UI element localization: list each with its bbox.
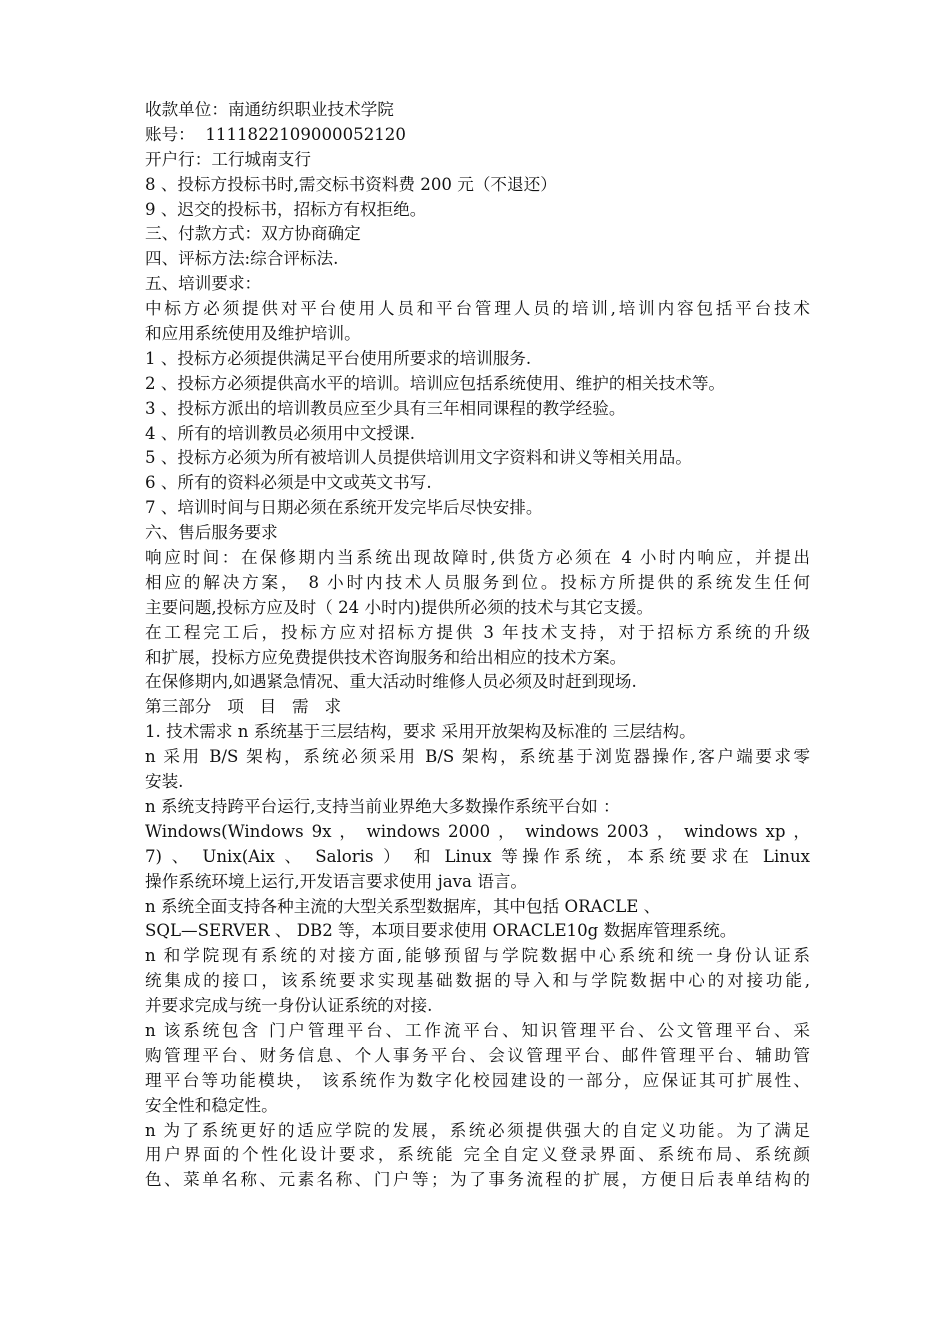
text-line: 理平台等功能模块， 该系统作为数字化校园建设的一部分，应保证其可扩展性、 <box>145 1070 810 1090</box>
text-line: 8 、投标方投标书时,需交标书资料费 200 元（不退还） <box>145 174 557 194</box>
text-line: 开户行：工行城南支行 <box>145 149 311 169</box>
text-line: n 采用 B/S 架构，系统必须采用 B/S 架构，系统基于浏览器操作,客户端要求零 <box>145 747 810 767</box>
text-line: 6 、所有的资料必须是中文或英文书写. <box>145 473 432 493</box>
text-line: 在保修期内,如遇紧急情况、重大活动时维修人员必须及时赶到现场. <box>145 672 637 692</box>
text-line: 7 、培训时间与日期必须在系统开发完毕后尽快安排。 <box>145 498 543 518</box>
text-line: 并要求完成与统一身份认证系统的对接. <box>145 996 433 1016</box>
text-line: 安装. <box>145 772 184 792</box>
text-line: 用户界面的个性化设计要求，系统能 完全自定义登录界面、系统布局、系统颜 <box>145 1145 810 1165</box>
text-line: 9 、迟交的投标书，招标方有权拒绝。 <box>145 199 427 219</box>
text-line: n 该系统包含 门户管理平台、工作流平台、知识管理平台、公文管理平台、采 <box>145 1020 810 1040</box>
text-line: SQL—SERVER 、 DB2 等，本项目要求使用 ORACLE10g 数据库管理系统。 <box>145 921 737 941</box>
text-line: 7) 、 Unix(Aix 、 Saloris ） 和 Linux 等操作系统，本系统要求在 Linux <box>145 846 810 866</box>
text-line: 响应时间：在保修期内当系统出现故障时,供货方必须在 4 小时内响应，并提出 <box>145 548 810 568</box>
text-line: n 系统支持跨平台运行,支持当前业界绝大多数操作系统平台如 ： <box>145 796 620 816</box>
text-line: 六、售后服务要求 <box>145 523 278 543</box>
text-line: n 系统全面支持各种主流的大型关系型数据库，其中包括 ORACLE 、 <box>145 896 661 916</box>
text-line: 购管理平台、财务信息、个人事务平台、会议管理平台、邮件管理平台、辅助管 <box>145 1045 810 1065</box>
text-line: Windows(Windows 9x ， windows 2000 ， windows 2003 ， windows xp ， <box>145 821 810 841</box>
text-line: 操作系统环境上运行,开发语言要求使用 java 语言。 <box>145 871 528 891</box>
text-line: 中标方必须提供对平台使用人员和平台管理人员的培训,培训内容包括平台技术 <box>145 299 810 319</box>
text-line: 和应用系统使用及维护培训。 <box>145 324 361 344</box>
text-line: 五、培训要求： <box>145 274 262 294</box>
text-line: 四、评标方法:综合评标法. <box>145 249 339 269</box>
document-page <box>145 98 810 1193</box>
text-line: 1. 技术需求 n 系统基于三层结构，要求 采用开放架构及标准的 三层结构。 <box>145 722 696 742</box>
text-line: 安全性和稳定性。 <box>145 1095 278 1115</box>
text-line: 三、付款方式：双方协商确定 <box>145 224 361 244</box>
text-line: 2 、投标方必须提供高水平的培训。培训应包括系统使用、维护的相关技术等。 <box>145 373 726 393</box>
text-line: n 和学院现有系统的对接方面,能够预留与学院数据中心系统和统一身份认证系 <box>145 946 810 966</box>
text-line: 3 、投标方派出的培训教员应至少具有三年相同课程的教学经验。 <box>145 398 626 418</box>
text-line: 收款单位：南通纺织职业技术学院 <box>145 100 394 119</box>
text-line: 在工程完工后，投标方应对招标方提供 3 年技术支持，对于招标方系统的升级 <box>145 622 810 642</box>
text-line: 主要问题,投标方应及时（ 24 小时内)提供所必须的技术与其它支援。 <box>145 597 654 617</box>
text-line: 4 、所有的培训教员必须用中文授课. <box>145 423 416 443</box>
text-line: 相应的解决方案， 8 小时内技术人员服务到位。投标方所提供的系统发生任何 <box>145 572 810 592</box>
text-line: 5 、投标方必须为所有被培训人员提供培训用文字资料和讲义等相关用品。 <box>145 448 692 468</box>
text-line: 1 、投标方必须提供满足平台使用所要求的培训服务. <box>145 348 532 368</box>
text-line: n 为了系统更好的适应学院的发展，系统必须提供强大的自定义功能。为了满足 <box>145 1120 810 1140</box>
text-line: 和扩展，投标方应免费提供技术咨询服务和给出相应的技术方案。 <box>145 647 627 667</box>
text-line: 统集成的接口，该系统要求实现基础数据的导入和与学院数据中心的对接功能, <box>145 971 810 991</box>
text-line: 第三部分 项 目 需 求 <box>145 697 342 717</box>
text-line: 色、菜单名称、元素名称、门户等；为了事务流程的扩展，方便日后表单结构的 <box>145 1170 810 1190</box>
text-line: 账号： 1111822109000052120 <box>145 124 406 144</box>
